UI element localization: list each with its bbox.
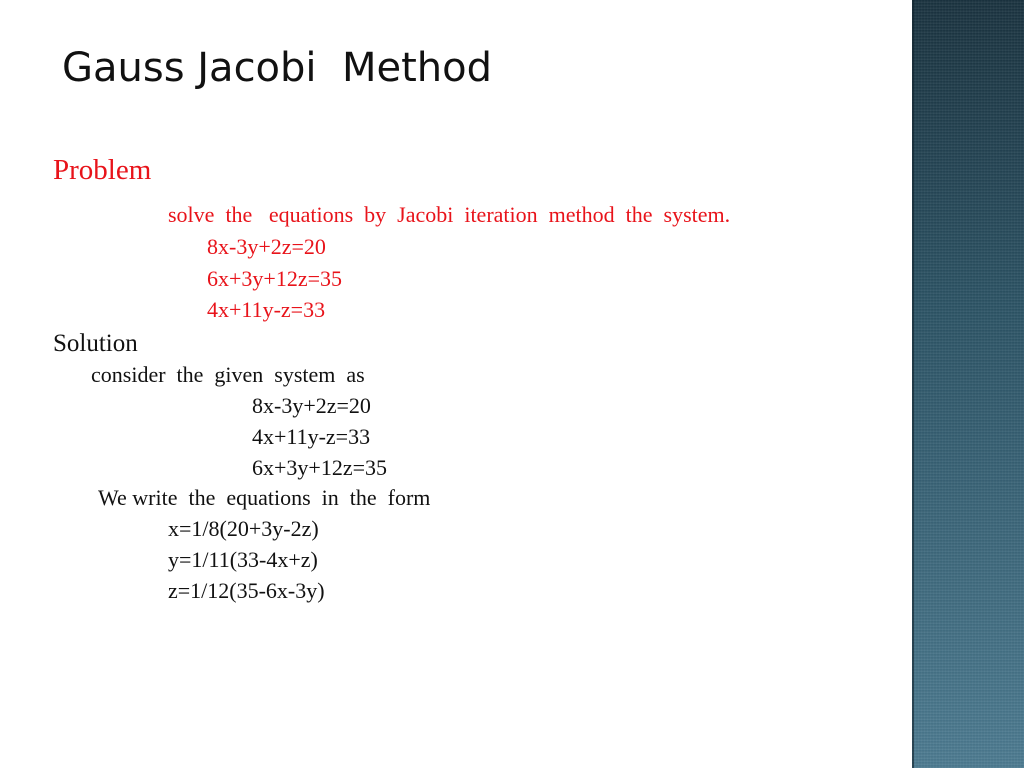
solution-heading: Solution [53,330,138,357]
solution-form-x: x=1/8(20+3y-2z) [168,516,319,541]
problem-heading: Problem [53,154,152,186]
solution-form-y: y=1/11(33-4x+z) [168,547,318,572]
problem-equation-2: 6x+3y+12z=35 [207,266,342,291]
problem-equation-1: 8x-3y+2z=20 [207,234,326,259]
solution-form-z: z=1/12(35-6x-3y) [168,578,325,603]
solution-equation-3: 6x+3y+12z=35 [252,455,387,480]
side-panel-edge [912,0,914,768]
solution-form-intro: We write the equations in the form [98,485,431,510]
solution-intro: consider the given system as [91,362,365,387]
decorative-side-panel [912,0,1024,768]
slide-title: Gauss Jacobi Method [62,45,492,91]
problem-equation-3: 4x+11y-z=33 [207,297,326,322]
solution-equation-2: 4x+11y-z=33 [252,424,371,449]
solution-equation-1: 8x-3y+2z=20 [252,393,371,418]
problem-statement: solve the equations by Jacobi iteration method the system. [168,202,731,227]
